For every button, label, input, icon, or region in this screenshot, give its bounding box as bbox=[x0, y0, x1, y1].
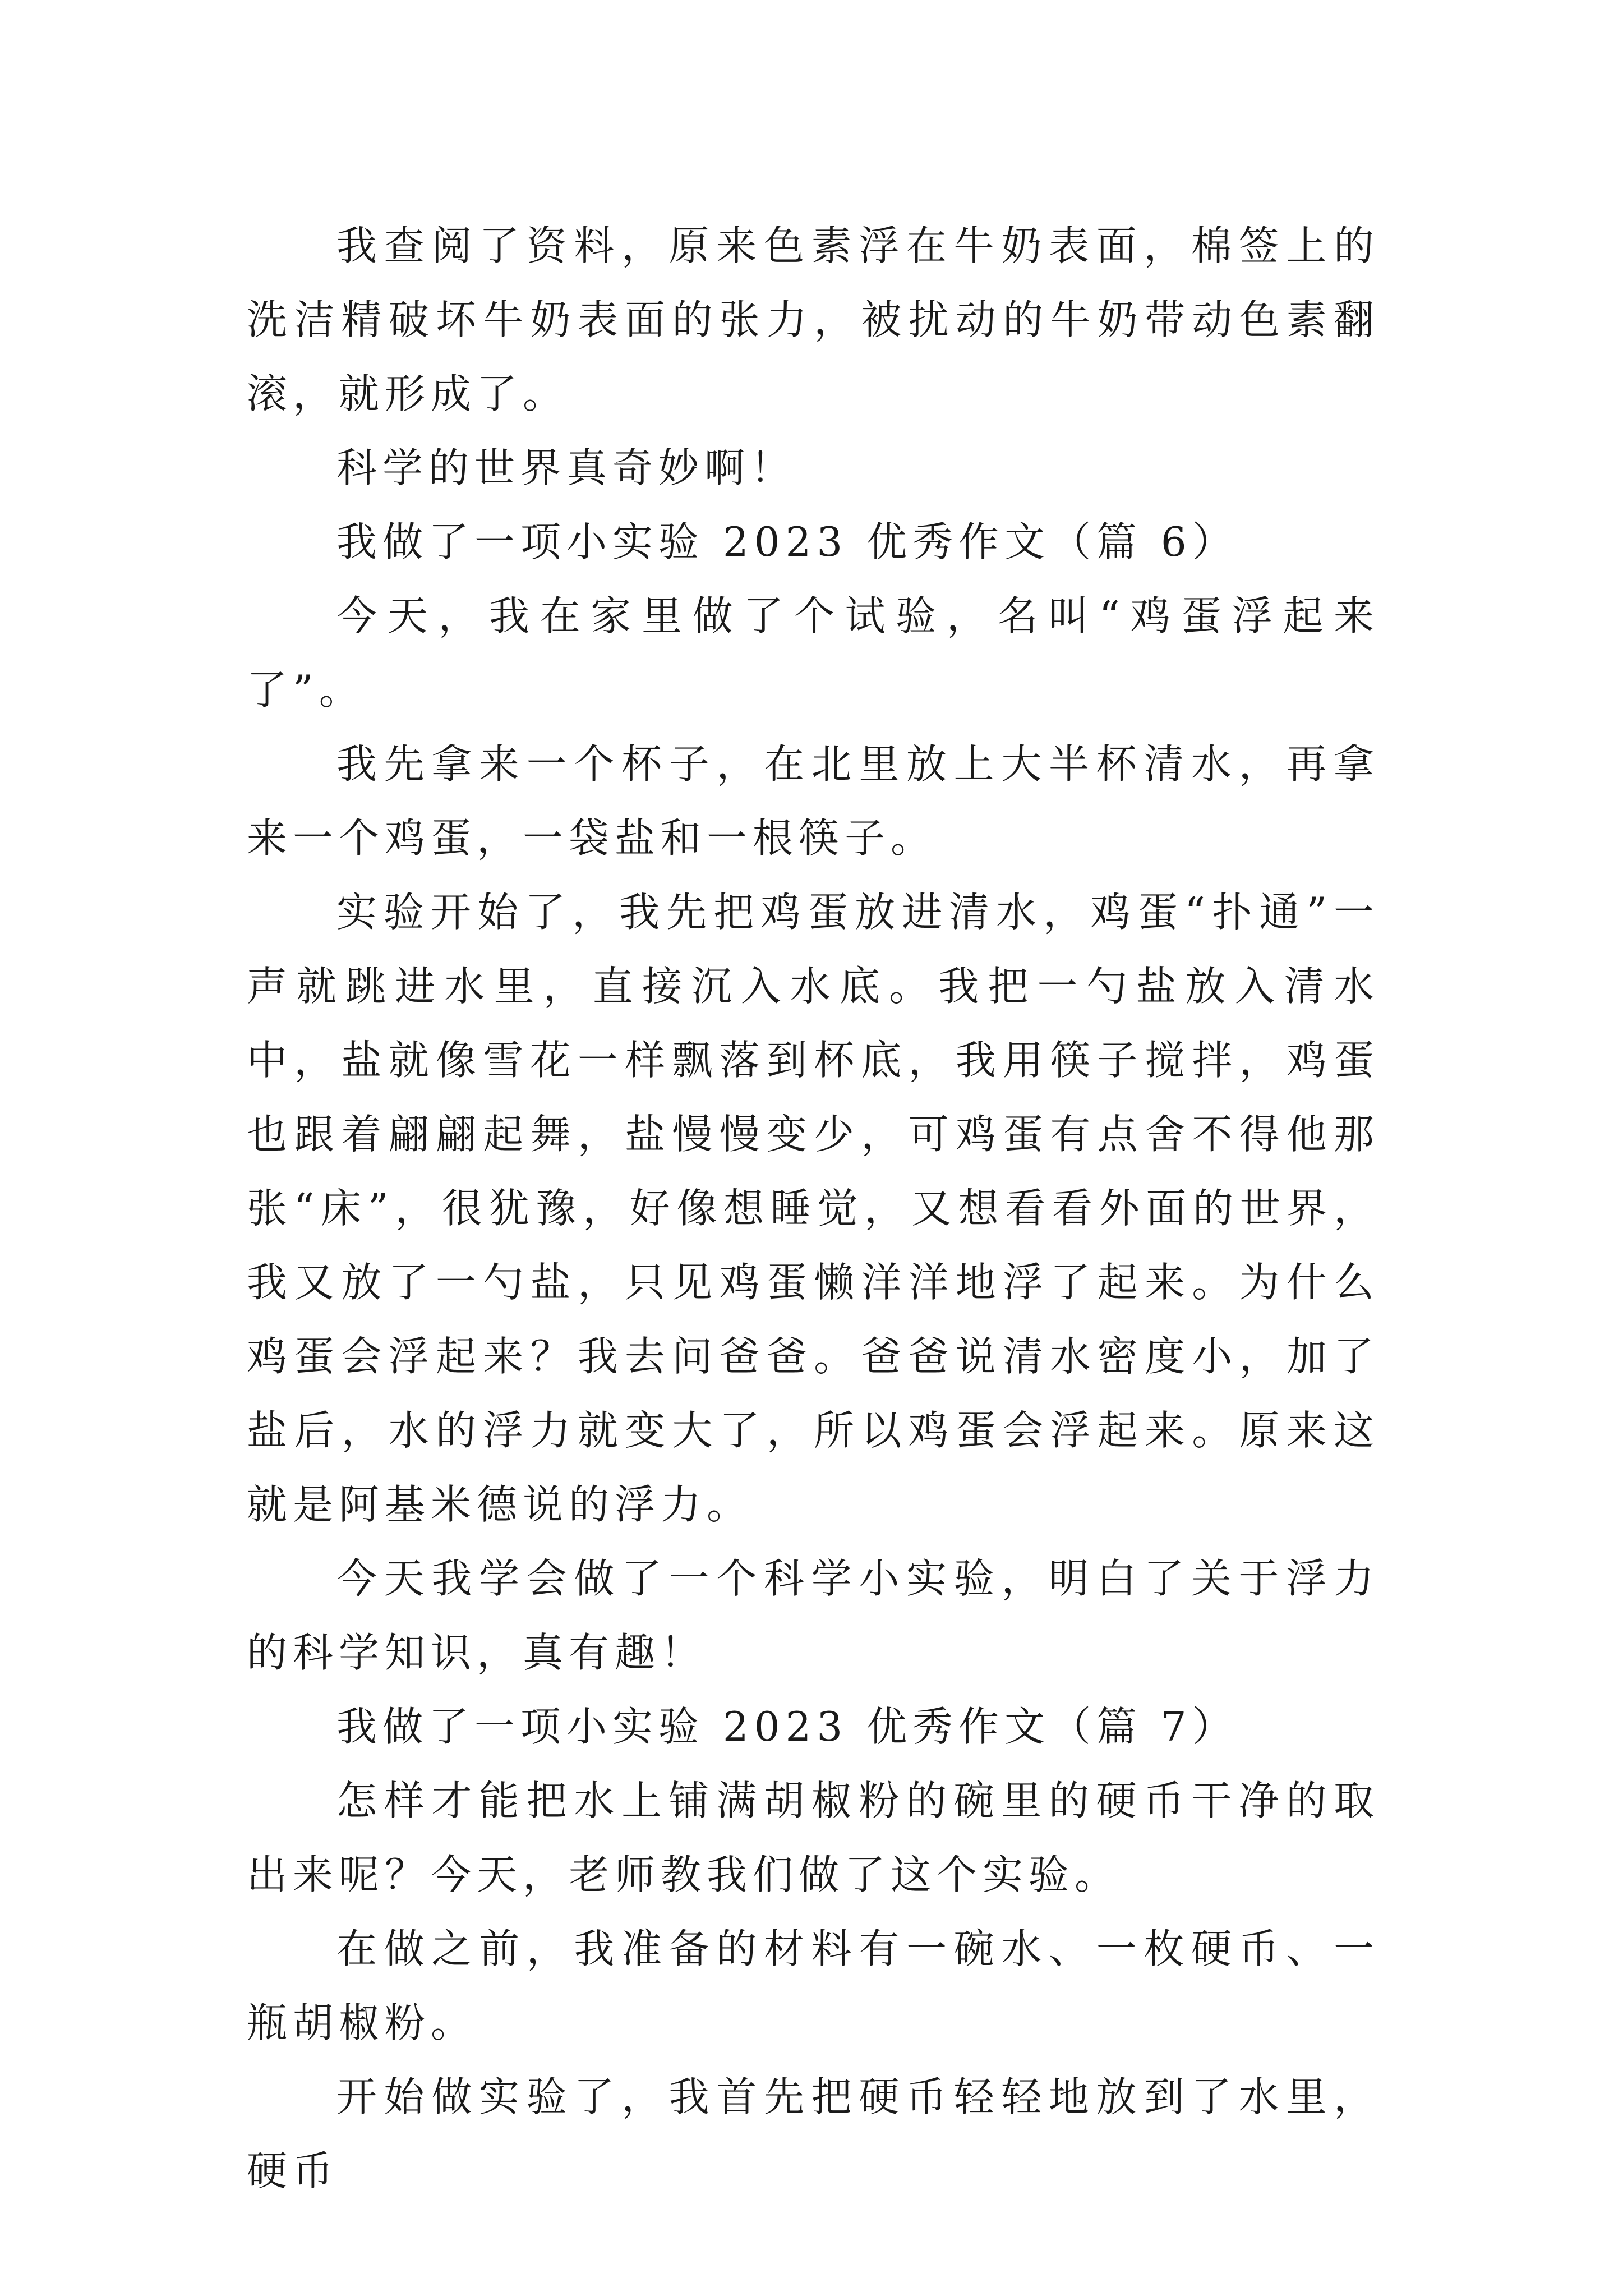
section-heading: 我做了一项小实验 2023 优秀作文（篇 7） bbox=[336, 1703, 1238, 1750]
paragraph: 开始做实验了，我首先把硬币轻轻地放到了水里，硬币 bbox=[247, 2073, 1380, 2194]
section-heading: 我做了一项小实验 2023 优秀作文（篇 6） bbox=[336, 518, 1238, 565]
paragraph: 怎样才能把水上铺满胡椒粉的碗里的硬币干净的取出来呢？今天，老师教我们做了这个实验。 bbox=[247, 1777, 1380, 1898]
paragraph: 实验开始了，我先把鸡蛋放进清水，鸡蛋“扑通”一声就跳进水里，直接沉入水底。我把一勺盐放入清水中，盐就像雪花一样飘落到杯底，我用筷子搅拌，鸡蛋也跟着翩翩起舞，盐慢慢变少，可鸡蛋有点舍不得他那张“床”，很犹豫，好像想睡觉，又想看看外面的世界，我又放了一勺盐，只见鸡蛋懒洋洋地浮了起来。为什么鸡蛋会浮起来？我去问爸爸。爸爸说清水密度小，加了盐后，水的浮力就变大了，所以鸡蛋会浮起来。原来这就是阿基米德说的浮力。 bbox=[247, 889, 1380, 1528]
paragraph: 今天，我在家里做了个试验，名叫“鸡蛋浮起来了”。 bbox=[247, 592, 1380, 714]
document-body bbox=[247, 209, 1380, 2208]
paragraph: 科学的世界真奇妙啊！ bbox=[336, 444, 797, 491]
paragraph: 我先拿来一个杯子，在北里放上大半杯清水，再拿来一个鸡蛋，一袋盐和一根筷子。 bbox=[247, 740, 1380, 862]
paragraph: 在做之前，我准备的材料有一碗水、一枚硬币、一瓶胡椒粉。 bbox=[247, 1925, 1380, 2046]
paragraph: 今天我学会做了一个科学小实验，明白了关于浮力的科学知识，真有趣！ bbox=[247, 1555, 1380, 1676]
paragraph: 我查阅了资料，原来色素浮在牛奶表面，棉签上的洗洁精破坏牛奶表面的张力，被扰动的牛奶带动色素翻滚，就形成了。 bbox=[247, 222, 1380, 417]
